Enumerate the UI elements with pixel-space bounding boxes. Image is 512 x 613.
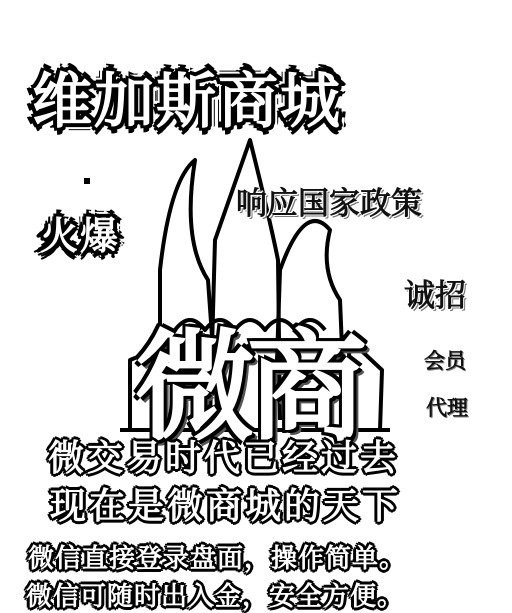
slogan-line-2: 现在是微商城的天下 bbox=[50, 486, 402, 527]
poster-title: 维加斯商城 bbox=[32, 67, 342, 137]
agent-text: 代理 bbox=[426, 396, 468, 420]
member-text: 会员 bbox=[424, 349, 466, 373]
hot-label: 火爆 bbox=[40, 214, 121, 258]
recruit-text: 诚招 bbox=[404, 278, 466, 314]
decorative-speck bbox=[84, 178, 90, 184]
slogan-line-1: 微交易时代已经过去 bbox=[48, 438, 400, 479]
big-char-shang: 商 bbox=[247, 319, 367, 458]
policy-text: 响应国家政策 bbox=[236, 186, 422, 222]
big-char-wei: 微 bbox=[135, 319, 255, 458]
feature-line-1: 微信直接登录盘面，操作简单。 bbox=[28, 544, 407, 574]
feature-line-2: 微信可随时出入金，安全方便。 bbox=[26, 582, 405, 612]
